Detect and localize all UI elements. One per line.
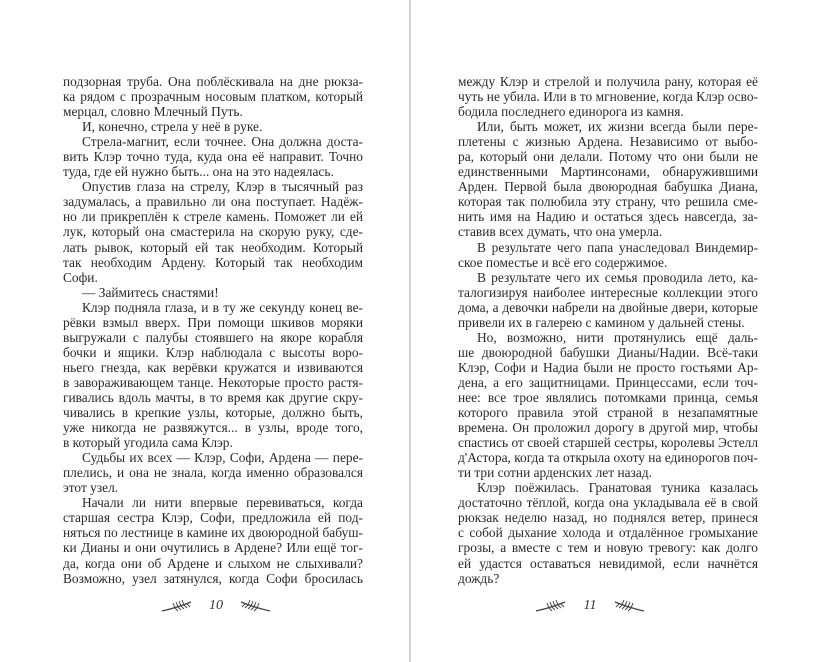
text-line: чивались в крепкие узлы, которые, должно быть, [63,405,363,421]
text-line: задумалась, а правильно ли она поступает. Надёж- [63,194,363,210]
text-line: привели их в галерею с камином у дальней стены. [458,314,745,330]
text-line: этот узел. [63,480,119,496]
text-line: нее: все трое являлись потомками принца, семья [458,389,758,405]
text-line: подзорная труба. Она поблёскивала на дне рюкза- [63,74,363,89]
text-line: ставив всех думать, что она умерла. [458,224,663,240]
paragraph [63,179,363,284]
text-line: между Клэр и стрелой и получила рану, которая её [458,74,758,89]
text-line: Софи. [63,269,98,285]
text-line: гивались вдоль мачты, в то время как другие скру- [63,389,363,405]
text-line: дождь? [458,570,500,586]
text-line: ра, который они делали. Потому что они были не [458,149,758,165]
text-line: Начали ли нити впервые перевиваться, когда [82,495,363,511]
text-line: достаточно тёплой, когда она укладывала её в свой [458,495,758,511]
text-line: Клэр поёжилась. Гранатовая туника казалась [477,480,758,496]
paragraph [458,119,758,239]
fern-branch-icon [535,599,569,613]
paragraph [458,240,758,270]
text-line: Клэр подняла глаза, и в ту же секунду конец ве- [82,299,363,315]
text-line: рёвки взмыл вверх. При помощи шкивов моряки [63,314,363,330]
paragraph [63,450,363,495]
text-line: талогизируя наиболее интересные коллекции этого [458,284,758,300]
text-line: плелись, и она не знала, когда именно образовался [63,465,363,481]
text-line: В результате чего папа унаследовал Виндемир- [477,239,758,255]
text-line: Но, возможно, нити протянулись ещё даль- [477,329,758,345]
paragraph [63,74,363,119]
text-line: так необходим Ардену. Который так необходим [63,254,363,270]
text-line: бодила последнего единорога из камня. [458,104,684,120]
page-number: 11 [583,598,597,613]
text-line: нить имя на Надию и остаться здесь навсегда, за- [458,209,758,225]
text-line: Возможно, узел затянулся, когда Софи бросилась [63,570,363,586]
paragraph [458,74,758,119]
text-line: Арден. Первой была двоюродная бабушка Диана, [458,179,758,195]
right-page-footer [530,598,650,614]
paragraph [63,495,363,585]
text-line: рюкзак неделю назад, но поднялся ветер, принеся [458,510,758,526]
text-line: времена. Он проложил дорогу в другой мир, чтобы [458,420,758,436]
text-line: ти три сотни арденских лет назад. [458,465,652,481]
left-page-footer [156,598,276,614]
text-line: плетены с жизнью Ардена. Независимо от выбо- [458,134,758,150]
text-line: ки Дианы и они очутились в Ардене? Или ещё тог- [63,540,363,556]
text-line: Стрела-магнит, если точнее. Она должна доста- [82,134,363,150]
text-line: мерцал, словно Млечный Путь. [63,104,243,120]
fern-branch-icon [161,599,195,613]
text-line: спастись от своей старшей сестры, королевы Эстелл [458,435,758,451]
text-line: туда, где ей нужно быть... она на это надеялась. [63,164,334,180]
right-page-text [458,74,758,586]
text-line: с собой дыхание холода и отдалённое громыхание [458,525,758,541]
paragraph [63,300,363,450]
text-line: в завораживающем танце. Некоторые просто растя- [63,374,363,390]
text-line: вить Клэр точно туда, куда она её направит. Точно [63,149,363,165]
text-line: бочки и ящики. Клэр наблюдала с высоты воро- [63,344,363,360]
text-line: Опустив глаза на стрелу, Клэр в тысячный раз [82,179,363,195]
text-line: д'Астора, когда та открыла охоту на единорогов поч- [458,450,758,466]
paragraph [63,134,363,179]
text-line: ка рядом с прозрачным носовым платком, который [63,89,363,105]
paragraph [458,270,758,330]
left-page-text [63,74,363,586]
text-line: но ли прикреплён к стреле камень. Поможет ли ей [63,209,363,225]
text-line: Судьбы их всех — Клэр, Софи, Ардена — пере- [82,450,363,466]
text-line: в который угодила сама Клэр. [63,435,233,451]
text-line: единственными Мартинсонами, обнаружившими [458,164,758,180]
paragraph [458,480,758,585]
text-line: ское поместье и всё его содержимое. [458,254,668,270]
fern-branch-icon [611,599,645,613]
paragraph [63,285,363,300]
text-line: которая так полюбила эту страну, что решила сме- [458,194,758,210]
paragraph [63,119,363,134]
text-line: — Займитесь снастями! [82,284,219,300]
text-line: уже никогда не развяжутся... в узлы, вроде того, [63,420,363,436]
book-gutter [409,0,411,662]
page-number: 10 [209,598,223,613]
text-line: дома, а девочки набрели на двойные двери, которые [458,299,758,315]
text-line: Или, быть может, их жизни всегда были пере- [477,119,758,135]
text-line: ше двоюродной бабушки Дианы/Надии. Всё-таки [458,344,758,360]
text-line: ей удастся оставаться невидимой, если начнётся [458,555,758,571]
text-line: чуть не убила. Или в то мгновение, когда Клэр осво- [458,89,758,105]
text-line: лать рывок, который ей так необходим. Который [63,239,363,255]
text-line: грозы, а вместе с тем и новую тревогу: как долго [458,540,758,556]
text-line: дена, а его защитницами. Принцессами, если точ- [458,374,758,390]
text-line: няться по лестнице в камине их двоюродной бабуш- [63,525,363,541]
text-line: которого правила этой страной в незапамятные [458,405,758,421]
fern-branch-icon [237,599,271,613]
text-line: да, когда они об Ардене и слыхом не слыхивали? [63,555,363,571]
text-line: лук, который она смастерила на скорую руку, сде- [63,224,363,240]
text-line: старшая сестра Клэр, Софи, предложила ей под- [63,510,363,526]
text-line: ньего гнезда, как верёвки кружатся и извиваются [63,359,363,375]
text-line: Клэр, Софи и Надиа были не просто гостьями Ар- [458,359,758,375]
paragraph [458,330,758,480]
text-line: В результате чего их семья проводила лето, ка- [477,269,758,285]
text-line: И, конечно, стрела у неё в руке. [82,119,263,135]
text-line: выгружали с палубы стоявшего на якоре корабля [63,329,363,345]
